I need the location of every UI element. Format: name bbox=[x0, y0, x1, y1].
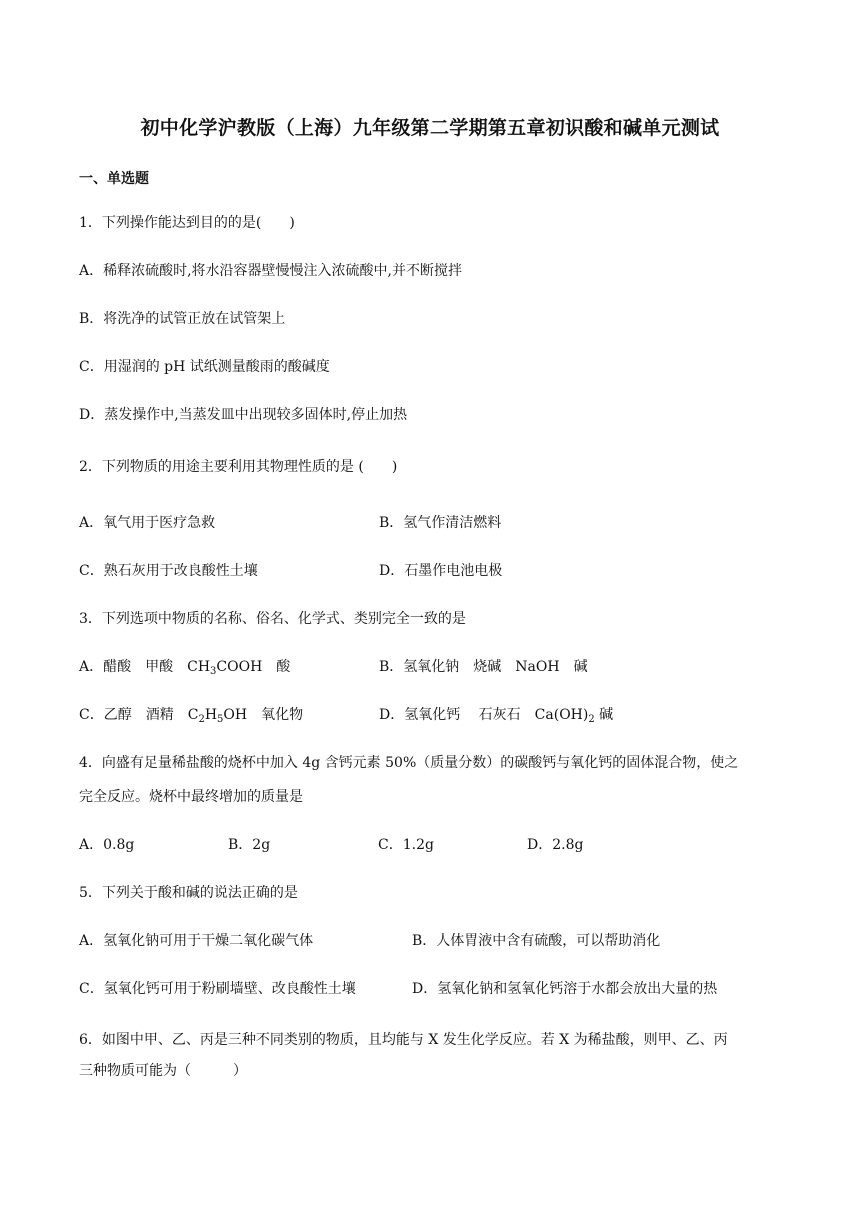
question-3-option-b: B．氢氧化钠 烧碱 NaOH 碱 bbox=[379, 659, 588, 675]
question-1-option-d: D．蒸发操作中,当蒸发皿中出现较多固体时,停止加热 bbox=[79, 407, 408, 423]
question-2-option-d: D．石墨作电池电极 bbox=[379, 563, 503, 579]
question-3-option-a bbox=[79, 657, 290, 677]
subscript: 2 bbox=[588, 714, 595, 725]
question-4-stem-line-2: 完全反应。烧杯中最终增加的质量是 bbox=[79, 789, 303, 805]
option-a-text: A．醋酸 甲酸 CH bbox=[79, 659, 211, 675]
option-c-text-rest: OH 氧化物 bbox=[223, 707, 304, 723]
option-a-text-rest: COOH 酸 bbox=[216, 659, 291, 675]
question-1-stem: 1．下列操作能达到目的的是( ) bbox=[79, 215, 295, 231]
question-3-stem: 3．下列选项中物质的名称、俗名、化学式、类别完全一致的是 bbox=[79, 611, 466, 627]
subscript: 3 bbox=[210, 666, 217, 677]
option-d-text-rest: 碱 bbox=[594, 707, 614, 723]
question-5-option-b: B．人体胃液中含有硫酸，可以帮助消化 bbox=[412, 933, 661, 949]
question-5-option-c: C．氢氧化钙可用于粉刷墙壁、改良酸性土壤 bbox=[79, 981, 356, 997]
question-4-option-a: A．0.8g bbox=[79, 837, 135, 853]
question-2-option-a: A．氧气用于医疗急救 bbox=[79, 515, 216, 531]
question-5-stem: 5．下列关于酸和碱的说法正确的是 bbox=[79, 885, 298, 901]
question-4-option-b: B．2g bbox=[228, 837, 271, 853]
question-6-stem-line-2: 三种物质可能为（ ） bbox=[79, 1063, 247, 1079]
question-6-stem-line-1: 6．如图中甲、乙、丙是三种不同类别的物质，且均能与 X 发生化学反应。若 X 为稀盐酸，则甲、乙、丙 bbox=[79, 1032, 728, 1048]
question-1-option-c: C．用湿润的 pH 试纸测量酸雨的酸碱度 bbox=[79, 359, 330, 375]
document-title: 初中化学沪教版（上海）九年级第二学期第五章初识酸和碱单元测试 bbox=[140, 117, 720, 139]
question-1-option-a: A．稀释浓硫酸时,将水沿容器壁慢慢注入浓硫酸中,并不断搅拌 bbox=[79, 263, 463, 279]
question-2-option-b: B．氢气作清洁燃料 bbox=[379, 515, 502, 531]
option-c-text-mid: H bbox=[204, 707, 218, 723]
question-3-option-c bbox=[79, 705, 303, 725]
question-4-stem-line-1: 4．向盛有足量稀盐酸的烧杯中加入 4g 含钙元素 50%（质量分数）的碳酸钙与氧化钙的固体混合物，使之 bbox=[79, 755, 739, 771]
question-2-option-c: C．熟石灰用于改良酸性土壤 bbox=[79, 563, 258, 579]
section-heading: 一、单选题 bbox=[79, 171, 149, 187]
subscript: 5 bbox=[217, 714, 224, 725]
question-4-option-d: D．2.8g bbox=[527, 837, 584, 853]
question-4-option-c: C．1.2g bbox=[378, 837, 434, 853]
question-5-option-a: A．氢氧化钠可用于干燥二氧化碳气体 bbox=[79, 933, 314, 949]
question-2-stem: 2．下列物质的用途主要利用其物理性质的是 ( ) bbox=[79, 459, 398, 475]
subscript: 2 bbox=[198, 714, 205, 725]
question-5-option-d: D．氢氧化钠和氢氧化钙溶于水都会放出大量的热 bbox=[412, 981, 718, 997]
question-3-option-d bbox=[379, 705, 613, 725]
option-d-text: D．氢氧化钙 石灰石 Ca(OH) bbox=[379, 707, 589, 723]
question-1-option-b: B．将洗净的试管正放在试管架上 bbox=[79, 311, 286, 327]
option-c-text: C．乙醇 酒精 C bbox=[79, 707, 199, 723]
